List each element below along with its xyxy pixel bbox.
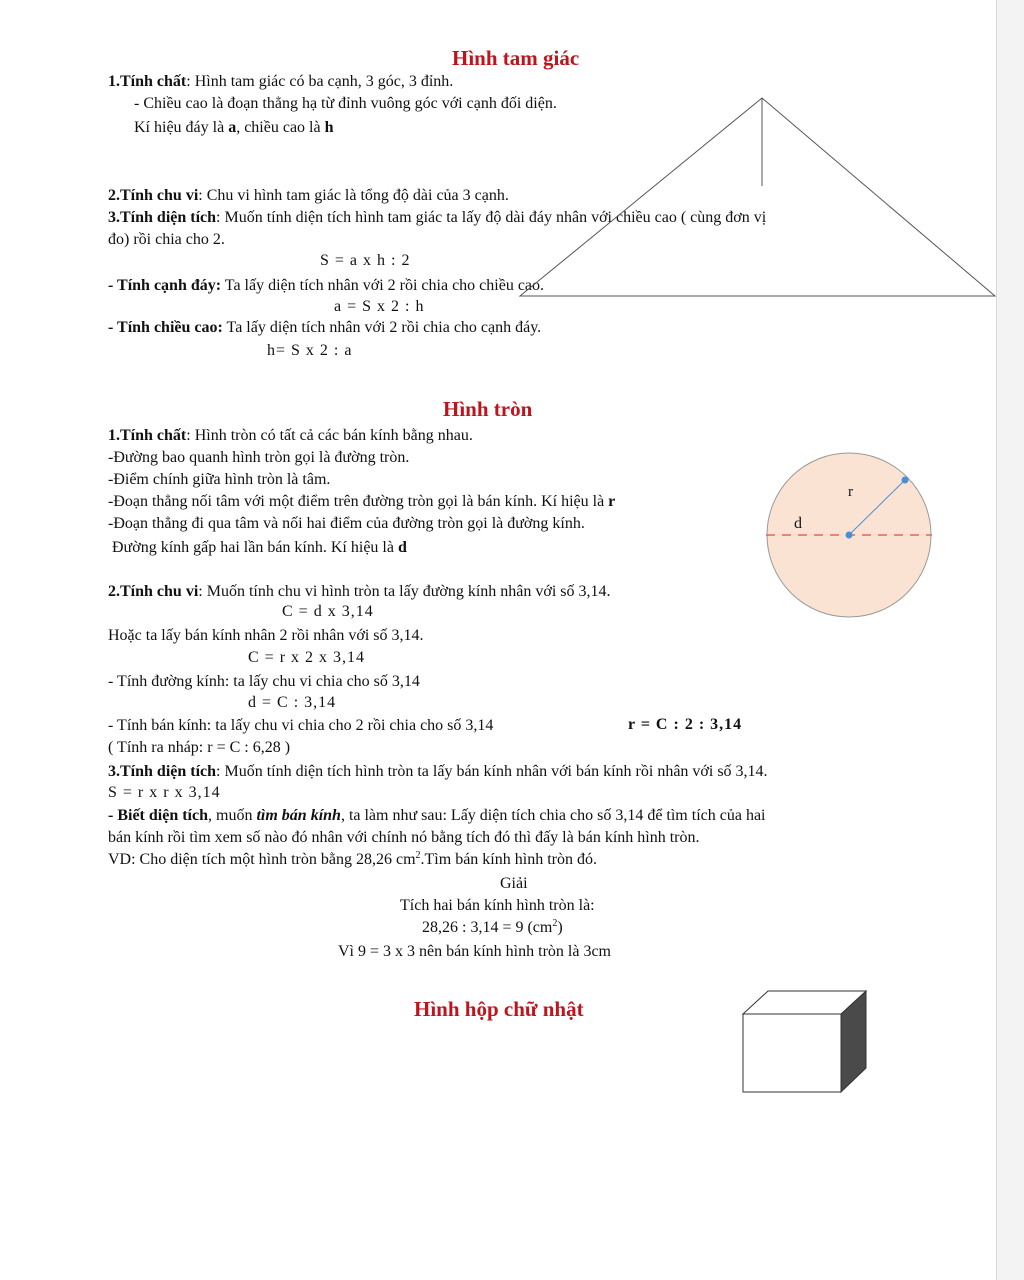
circle-solution-3: Vì 9 = 3 x 3 nên bán kính hình tròn là 3cm bbox=[338, 943, 611, 960]
circle-line-5: Đường kính gấp hai lần bán kính. Kí hiệu là d bbox=[112, 539, 407, 556]
triangle-base-rule: - Tính cạnh đáy: Ta lấy diện tích nhân với 2 rồi chia cho chiều cao. bbox=[108, 277, 545, 294]
circle-diameter-label: d bbox=[794, 515, 802, 532]
triangle-perimeter: 2.Tính chu vi: Chu vi hình tam giác là tổng độ dài của 3 cạnh. bbox=[108, 187, 509, 204]
circle-solution-title: Giải bbox=[500, 875, 528, 892]
circle-example: VD: Cho diện tích một hình tròn bằng 28,26 $cm^2.Tìm$ bán kính hình tròn đó. bbox=[108, 850, 597, 868]
circle-radius-rule: - Tính bán kính: ta lấy chu vi chia cho 2 rồi chia cho số 3,14 bbox=[108, 717, 494, 734]
triangle-title: Hình tam giác bbox=[452, 46, 580, 70]
circle-diameter-rule: - Tính đường kính: ta lấy chu vi chia cho số 3,14 bbox=[108, 673, 420, 690]
triangle-area-line2: đo) rồi chia cho 2. bbox=[108, 231, 225, 248]
box-front-face bbox=[743, 1014, 841, 1092]
circle-line-2: -Điểm chính giữa hình tròn là tâm. bbox=[108, 471, 331, 488]
triangle-area-formula: S = a x h : 2 bbox=[320, 252, 411, 269]
box-title: Hình hộp chữ nhật bbox=[414, 997, 584, 1021]
circle-perimeter: 2.Tính chu vi: Muốn tính chu vi hình tròn ta lấy đường kính nhân với số 3,14. bbox=[108, 583, 611, 600]
circle-solution-1: Tích hai bán kính hình tròn là: bbox=[400, 897, 595, 914]
circle-know-line2: bán kính rồi tìm xem số nào đó nhân với chính nó bằng tích đó thì đấy là bán kính hình tròn. bbox=[108, 829, 700, 846]
triangle-area-line1: 3.Tính diện tích: Muốn tính diện tích hình tam giác ta lấy độ dài đáy nhân với chiều cao ( cùng đơn vị bbox=[108, 209, 767, 226]
circle-area: 3.Tính diện tích: Muốn tính diện tích hình tròn ta lấy bán kính nhân với bán kính rồi nhân với số 3,14. bbox=[108, 763, 768, 780]
page-edge bbox=[996, 0, 1024, 1280]
circle-title: Hình tròn bbox=[443, 397, 533, 421]
circle-formula-c2: C = r x 2 x 3,14 bbox=[248, 649, 366, 666]
circle-property: 1.Tính chất: Hình tròn có tất cả các bán kính bằng nhau. bbox=[108, 427, 473, 444]
circle-draft: ( Tính ra nháp: r = C : 6,28 ) bbox=[108, 739, 291, 756]
triangle-base-formula: a = S x 2 : h bbox=[334, 298, 425, 315]
triangle-height-definition: - Chiều cao là đoạn thẳng hạ từ đỉnh vuông góc với cạnh đối diện. bbox=[134, 95, 557, 112]
circle-alt-rule: Hoặc ta lấy bán kính nhân 2 rồi nhân với số 3,14. bbox=[108, 627, 424, 644]
triangle-symbols: Kí hiệu đáy là a, chiều cao là h bbox=[134, 119, 334, 136]
circle-solution-2: 28,26 : 3,14 = 9 $(cm^2)$ bbox=[422, 918, 563, 936]
circle-radius-label: r bbox=[848, 484, 853, 500]
circle-formula-r: r = C : 2 : 3,14 bbox=[628, 716, 743, 733]
circle-formula-d: d = C : 3,14 bbox=[248, 694, 337, 711]
triangle-height-rule: - Tính chiều cao: Ta lấy diện tích nhân với 2 rồi chia cho cạnh đáy. bbox=[108, 319, 542, 336]
triangle-property: 1.Tính chất: Hình tam giác có ba cạnh, 3 góc, 3 đỉnh. bbox=[108, 73, 454, 90]
circle-line-1: -Đường bao quanh hình tròn gọi là đường tròn. bbox=[108, 449, 410, 466]
triangle-height-formula: h= S x 2 : a bbox=[267, 342, 353, 359]
circle-formula-c1: C = d x 3,14 bbox=[282, 603, 374, 620]
circle-formula-s: S = r x r x 3,14 bbox=[108, 784, 221, 801]
circle-line-4: -Đoạn thẳng đi qua tâm và nối hai điểm của đường tròn gọi là đường kính. bbox=[108, 515, 585, 532]
circle-know-line1: - Biết diện tích, muốn tìm bán kính, ta làm như sau: Lấy diện tích chia cho số 3,14 để tìm tích của hai bbox=[108, 807, 766, 824]
circle-line-3: -Đoạn thẳng nối tâm với một điểm trên đường tròn gọi là bán kính. Kí hiệu là r bbox=[108, 493, 616, 510]
